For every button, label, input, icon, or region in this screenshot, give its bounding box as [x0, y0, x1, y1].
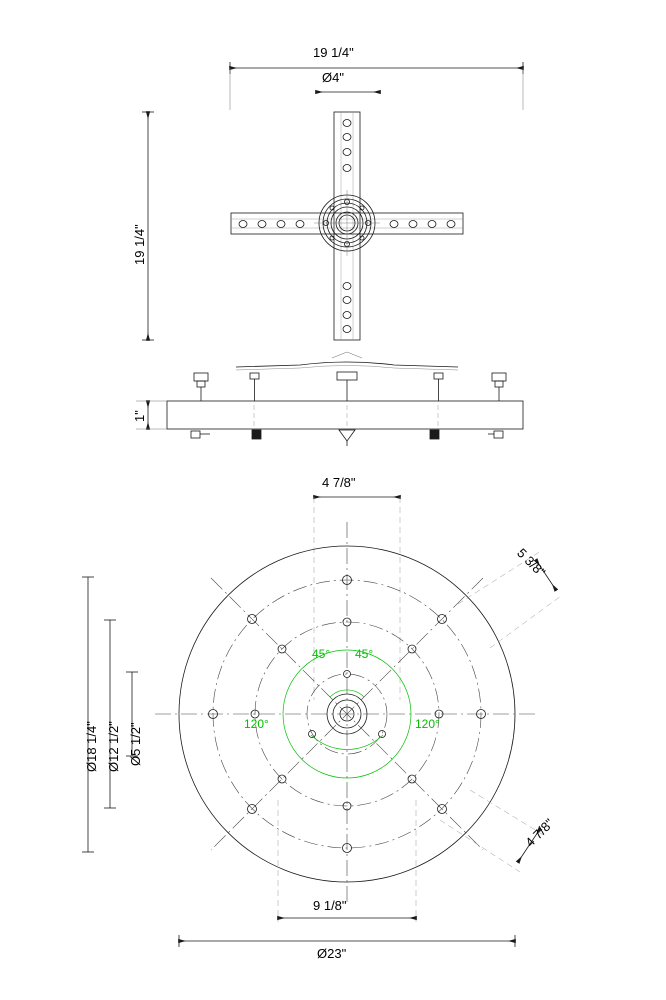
dim-center-hole: Ø4": [322, 70, 344, 85]
dim-bottom-top-offset: 4 7/8": [322, 475, 356, 490]
dim-outer-diameter-18: Ø18 1/4": [84, 721, 99, 772]
dim-side-thickness: 1": [132, 410, 147, 422]
dim-middle-diameter-12: Ø12 1/2": [106, 721, 121, 772]
dim-bottom-offset: 9 1/8": [313, 898, 347, 913]
dim-lower-right-diagonal: 4 7/8": [522, 815, 557, 850]
dim-top-height: 19 1/4": [132, 224, 147, 265]
dim-overall-diameter: Ø23": [317, 946, 347, 961]
angle-lower-right: 120°: [415, 717, 440, 731]
angle-upper-left: 45°: [312, 647, 331, 661]
angle-lower-left: 120°: [244, 717, 269, 731]
angle-upper-right: 45°: [355, 647, 374, 661]
dim-top-width: 19 1/4": [313, 45, 354, 60]
dim-upper-right-diagonal: 5 3/8": [514, 545, 549, 580]
dim-inner-diameter-5: Ø5 1/2": [128, 722, 143, 766]
